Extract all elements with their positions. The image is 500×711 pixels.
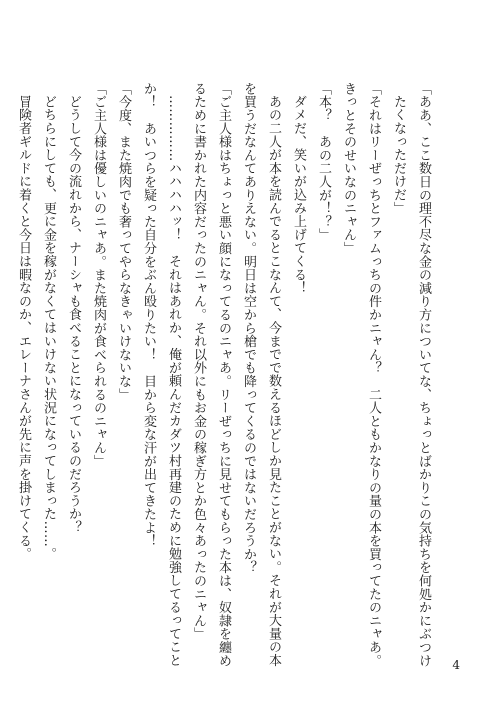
text-line-11: ……………ハハハハッ！ それはあれか、俺が頼んだカダツ村再建のために勉強してるってこと <box>166 95 181 667</box>
text-line-13: 「今度、また焼肉でも奢ってやらなきゃいけないな」 <box>116 82 131 402</box>
vertical-text-body <box>16 82 436 668</box>
text-line-6: ダメだ、笑いが込み上げてくる！ <box>291 95 306 295</box>
text-line-9: 「ご主人様はちょっと悪い顔になってるのニャあ。リーぜっちに見せてもらった本は、奴隷を纏め <box>216 82 231 668</box>
text-line-16: どちらにしても、更に金を稼がなくてはいけない状況になってしまった……。 <box>41 95 56 561</box>
text-line-14: 「ご主人様は優しいのニャあ。また焼肉が食べられるのニャん」 <box>91 82 106 468</box>
text-line-1: 「ああ、ここ数日の理不尽な金の減り方についてな、ちょっとばかりこの気持ちを何処かにぶつけ <box>416 82 431 668</box>
text-line-2: たくなっただけだ」 <box>391 95 406 215</box>
text-line-4: きっとそのせいなのニャん」 <box>341 82 356 255</box>
text-line-12: か！ あいつらを疑った自分をぶん殴りたい！ 目から変な汗が出てきたよ！ <box>141 82 156 548</box>
text-line-3: 「それはリーぜっちとファムっちの件かニャん？ 二人ともかなりの量の本を買ってたのニャあ。 <box>366 82 381 668</box>
text-line-8: を買うだなんてありえない。明日は空から槍でも降ってくるのではないだろうか？ <box>241 82 256 575</box>
text-line-5: 「本？ あの二人が！？」 <box>316 82 331 242</box>
text-line-17: 冒険者ギルドに着くと今日は暇なのか、エレーナさんが先に声を掛けてくる。 <box>16 95 31 561</box>
text-line-7: あの二人が本を読んでるとこなんて、今までで数えるほどしか見たことがない。それが大量の本 <box>266 95 281 667</box>
text-line-10: るために書かれた内容だったのニャん。それ以外にもお金の稼ぎ方とか色々あったのニャん」 <box>191 82 206 641</box>
page-number: 4 <box>452 658 460 672</box>
text-line-15: どうして今の流れから、ナーシャも食べることになっているのだろうか？ <box>66 95 81 534</box>
